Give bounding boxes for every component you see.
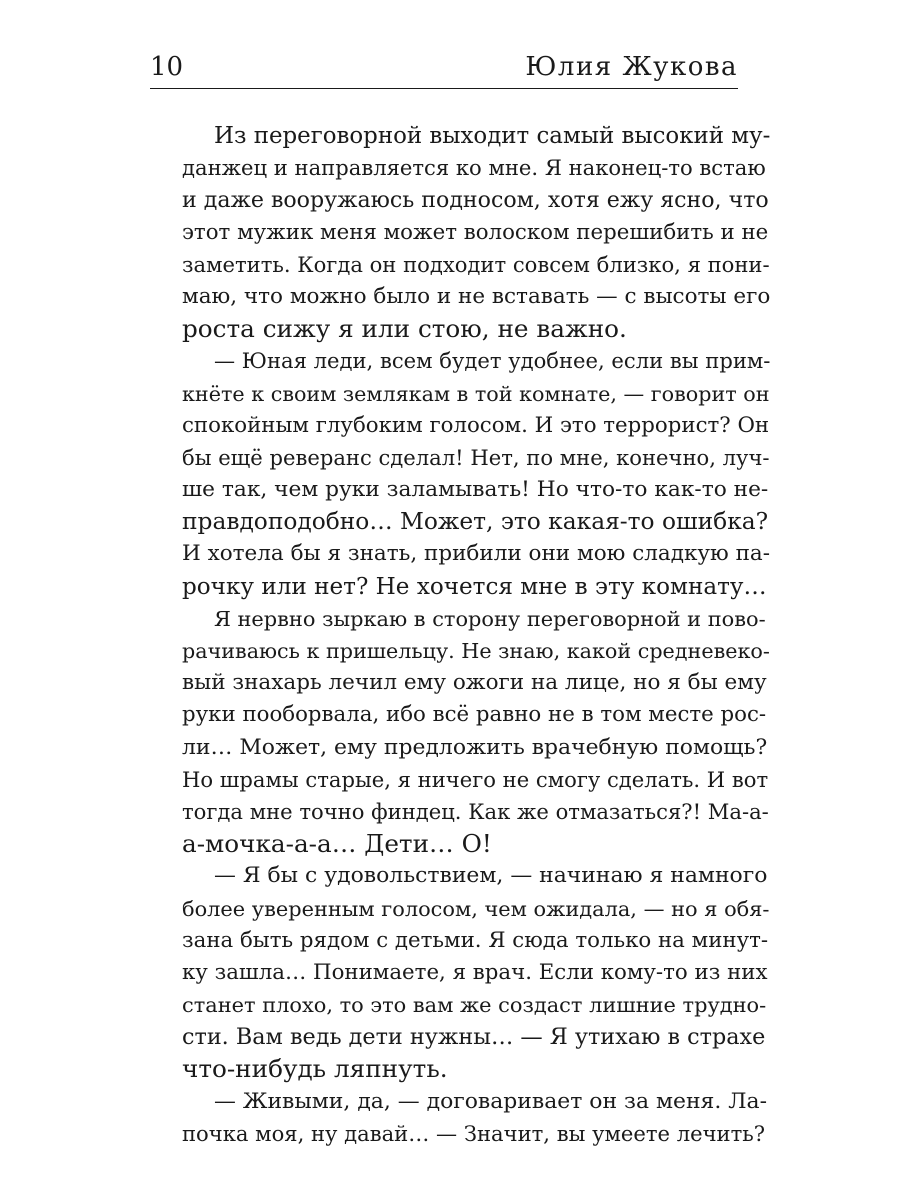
text-line: маю, что можно было и не вставать — с высоты его bbox=[182, 283, 771, 309]
text-line: Но шрамы старые, я ничего не смогу сделать. И вот bbox=[182, 766, 769, 792]
text-line: этот мужик меня может волоском перешибить и не bbox=[182, 219, 769, 245]
text-line: данжец и направляется ко мне. Я наконец-то встаю bbox=[182, 155, 766, 181]
paragraph bbox=[150, 860, 770, 1085]
text-line: — Я бы с удовольствием, — начинаю я намного bbox=[214, 863, 768, 889]
text-line: почка моя, ну давай… — Значит, вы умеете лечить? bbox=[182, 1120, 766, 1146]
text-line: спокойным глубоким голосом. И это террорист? Он bbox=[182, 412, 770, 438]
text-line: более уверенным голосом, чем ожидала, — но я обя- bbox=[182, 896, 770, 921]
text-line: кнёте к своим землякам в той комнате, — говорит он bbox=[182, 381, 770, 406]
text-line: руки пооборвала, ибо всё равно не в том месте рос- bbox=[182, 702, 767, 728]
text-line: — Живыми, да, — договаривает он за меня. Ла- bbox=[214, 1088, 767, 1114]
text-line: а-мочка-а-а… Дети… О! bbox=[182, 829, 492, 859]
text-line: ли… Может, ему предложить врачебную помощь? bbox=[182, 734, 768, 760]
text-line: станет плохо, то это вам же создаст лишние трудно- bbox=[182, 993, 767, 1018]
text-line: что-нибудь ляпнуть. bbox=[182, 1054, 448, 1084]
author-name: Юлия Жукова bbox=[525, 52, 738, 82]
running-header bbox=[150, 50, 738, 89]
text-line: сти. Вам ведь дети нужны… — Я утихаю в страхе bbox=[182, 1024, 766, 1051]
text-line: Из переговорной выходит самый высокий му- bbox=[214, 123, 771, 149]
text-line: бы ещё реверанс сделал! Нет, по мне, конечно, луч- bbox=[182, 444, 770, 470]
text-line: роста сижу я или стою, не важно. bbox=[182, 314, 627, 344]
text-line: вый знахарь лечил ему ожоги на лице, но я бы ему bbox=[182, 670, 767, 696]
text-line: И хотела бы я знать, прибили они мою сладкую па- bbox=[182, 541, 770, 567]
text-line: рочку или нет? Не хочется мне в эту комнату… bbox=[182, 573, 767, 600]
text-line: — Юная леди, всем будет удобнее, если вы прим- bbox=[214, 348, 771, 374]
paragraph bbox=[150, 345, 771, 603]
text-line: и даже вооружаюсь подносом, хотя ежу ясно, что bbox=[182, 187, 769, 214]
text-line: тогда мне точно финдец. Как же отмазаться?! Ма-а- bbox=[182, 798, 769, 824]
text-line: зана быть рядом с детьми. Я сюда только на минут- bbox=[182, 927, 769, 953]
text-line: рачиваюсь к пришельцу. Не знаю, какой средневеко- bbox=[182, 639, 770, 663]
paragraph bbox=[150, 120, 771, 345]
paragraph bbox=[150, 1086, 767, 1150]
body-text bbox=[150, 120, 771, 1150]
paragraph bbox=[150, 603, 770, 861]
book-page bbox=[150, 50, 771, 1150]
text-line: Я нервно зыркаю в сторону переговорной и пово- bbox=[214, 606, 766, 631]
text-line: ку зашла… Понимаете, я врач. Если кому-то из них bbox=[182, 959, 768, 985]
text-line: правдоподобно… Может, это какая-то ошибка? bbox=[182, 508, 769, 536]
text-line: ше так, чем руки заламывать! Но что-то как-то не- bbox=[182, 477, 769, 503]
text-line: заметить. Когда он подходит совсем близко, я пони- bbox=[182, 251, 770, 277]
page-number: 10 bbox=[150, 52, 184, 82]
